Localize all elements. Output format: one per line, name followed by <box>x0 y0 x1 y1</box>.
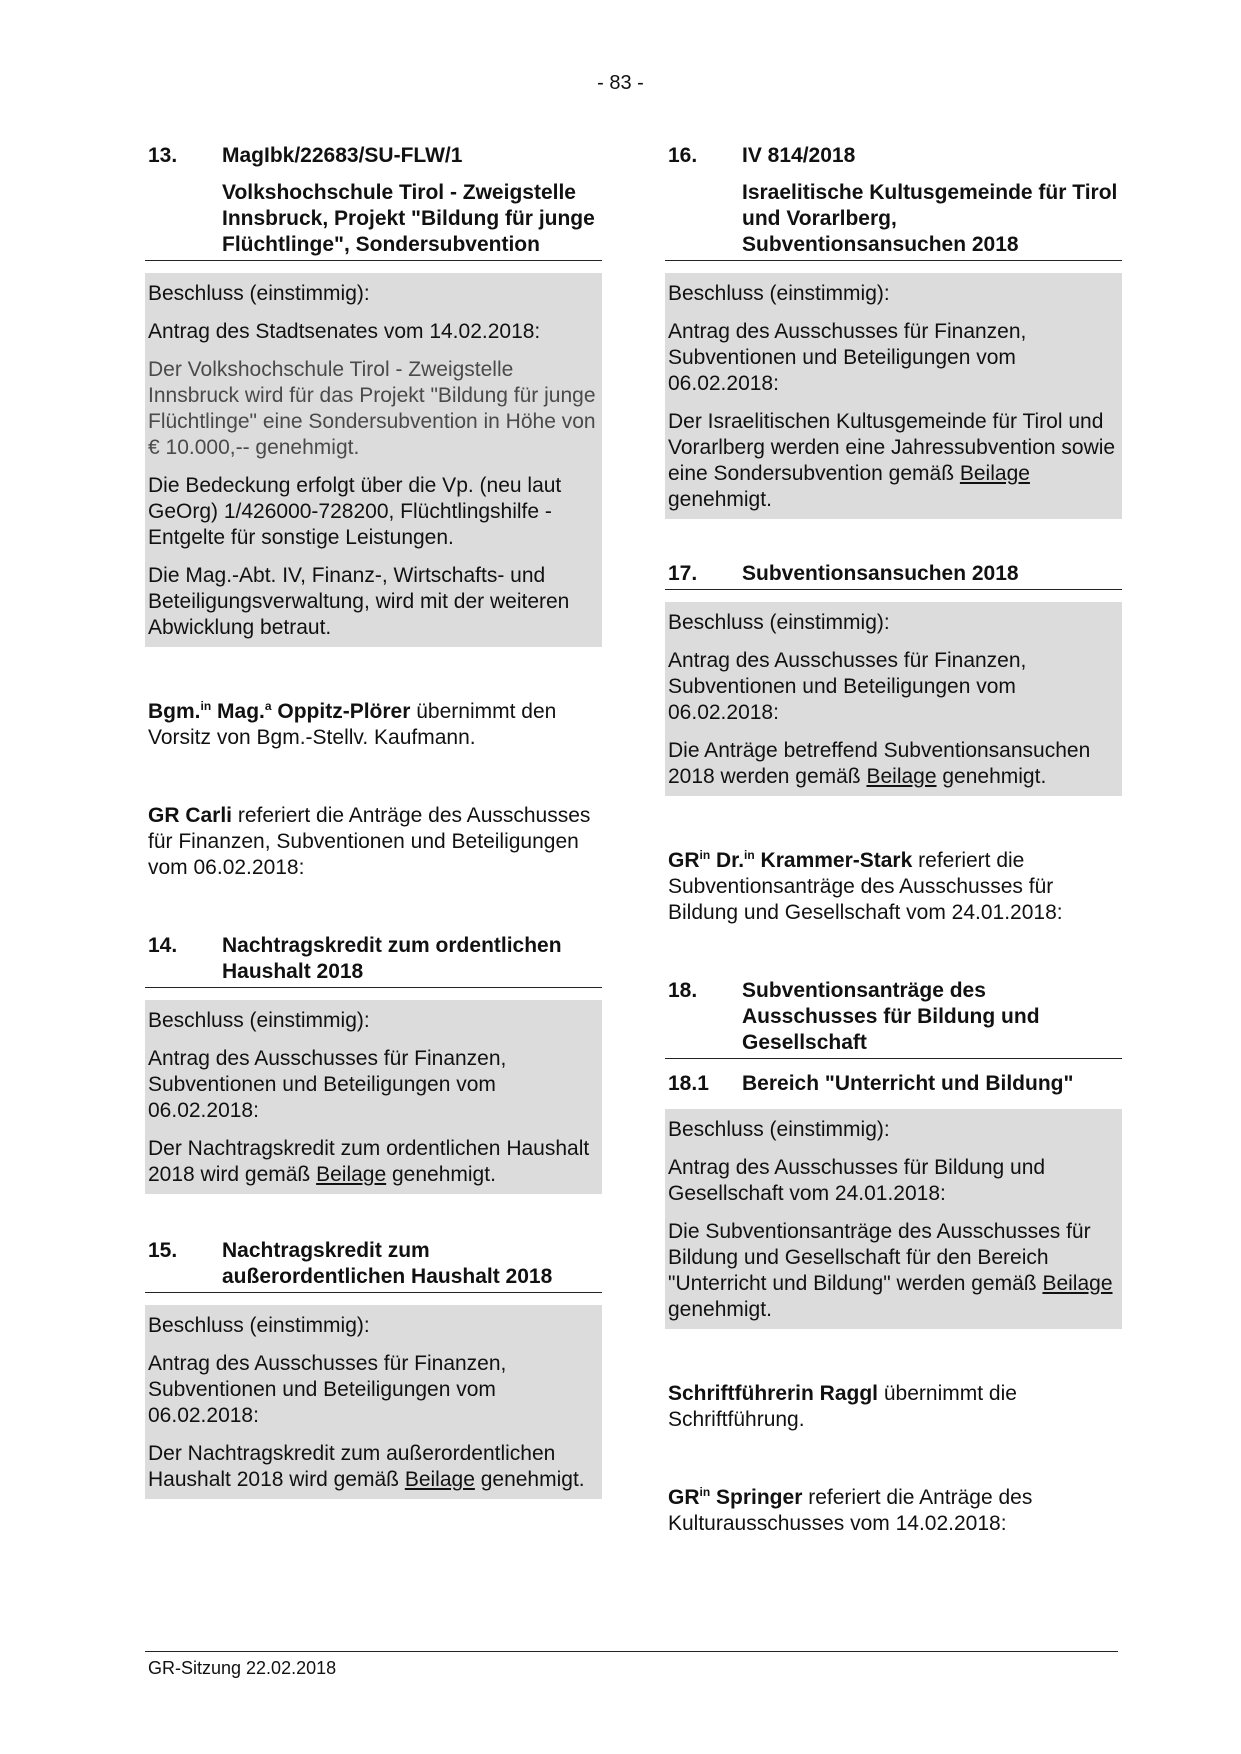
resolution-label: Beschluss (einstimmig): <box>668 282 890 305</box>
motion-source: Antrag des Ausschusses für Finanzen, Subventionen und Beteiligungen vom 06.02.2018: <box>668 320 1027 395</box>
motion-source: Antrag des Ausschusses für Bildung und Gesellschaft vom 24.01.2018: <box>668 1156 1046 1205</box>
item-code: IV 814/2018 <box>742 144 856 167</box>
item-title: Subventionsansuchen 2018 <box>742 562 1019 585</box>
resolution-label: Beschluss (einstimmig): <box>148 1314 370 1337</box>
item-title: Nachtragskredit zum ordentlichen Haushalt 2018 <box>222 934 562 983</box>
agenda-item-14 <box>145 933 602 1194</box>
motion-source: Antrag des Ausschusses für Finanzen, Subventionen und Beteiligungen vom 06.02.2018: <box>148 1352 507 1427</box>
item-number: 14. <box>148 934 178 957</box>
item-title: Volkshochschule Tirol - Zweigstelle Innsbruck, Projekt "Bildung für junge Flüchtlinge", Sondersubvention <box>145 180 602 261</box>
attachment-link[interactable]: Beilage <box>404 1468 475 1491</box>
page-number: - 83 - <box>597 72 644 94</box>
item-heading <box>145 933 602 988</box>
item-heading <box>665 978 1122 1059</box>
agenda-item-16 <box>665 143 1122 519</box>
resolution-label: Beschluss (einstimmig): <box>668 1118 890 1141</box>
item-title: Israelitische Kultusgemeinde für Tirol und Vorarlberg, Subventionsansuchen 2018 <box>665 180 1122 261</box>
subitem-title: Bereich "Unterricht und Bildung" <box>742 1072 1074 1095</box>
subitem-number: 18.1 <box>668 1072 709 1095</box>
subitem-heading <box>665 1071 1122 1097</box>
resolution-box <box>145 273 602 647</box>
item-number: 16. <box>668 144 698 167</box>
rapporteur-note: $GR^{in}$ Springer referiert die Anträge des Kulturausschusses vom 14.02.2018: <box>668 1485 1033 1535</box>
rapporteur-note: $GR^{in}$ Dr.$^{in}$ Krammer-Stark referiert die Subventionsanträge des Ausschusses für Bildung und Gesellschaft vom 24.01.2018: <box>668 848 1063 924</box>
item-heading <box>145 143 602 169</box>
motion-source: Antrag des Ausschusses für Finanzen, Subventionen und Beteiligungen vom 06.02.2018: <box>668 649 1027 724</box>
item-title: Nachtragskredit zum außerordentlichen Haushalt 2018 <box>222 1239 553 1288</box>
resolution-label: Beschluss (einstimmig): <box>668 611 890 634</box>
resolution-text: Die Mag.-Abt. IV, Finanz-, Wirtschafts- und Beteiligungsverwaltung, wird mit der weiteren Abwicklung betraut. <box>148 564 570 639</box>
chair-note: Bgm.$^{in}$ Mag.$^a$ Oppitz-Plörer übernimmt den Vorsitz von Bgm.-Stellv. Kaufmann. <box>148 699 557 749</box>
attachment-link[interactable]: Beilage <box>316 1163 387 1186</box>
resolution-box <box>145 1305 602 1499</box>
agenda-item-15 <box>145 1238 602 1499</box>
right-column <box>665 143 1122 1537</box>
motion-source: Antrag des Ausschusses für Finanzen, Subventionen und Beteiligungen vom 06.02.2018: <box>148 1047 507 1122</box>
footer-text: GR-Sitzung 22.02.2018 <box>148 1658 337 1678</box>
resolution-text: Die Bedeckung erfolgt über die Vp. (neu laut GeOrg) 1/426000-728200, Flüchtlingshilfe -Entgelte für sonstige Leistungen. <box>148 474 562 549</box>
resolution-text: Der Nachtragskredit zum ordentlichen Haushalt 2018 wird gemäß Beilage genehmigt. <box>148 1137 590 1186</box>
agenda-item-18 <box>665 978 1122 1329</box>
resolution-box <box>665 273 1122 519</box>
left-column <box>145 143 602 1499</box>
resolution-text: Der Nachtragskredit zum außerordentlichen Haushalt 2018 wird gemäß Beilage genehmigt. <box>148 1442 585 1491</box>
resolution-label: Beschluss (einstimmig): <box>148 282 370 305</box>
resolution-box <box>145 1000 602 1194</box>
resolution-text: Die Anträge betreffend Subventionsansuchen 2018 werden gemäß Beilage genehmigt. <box>668 739 1091 788</box>
resolution-text: Die Subventionsanträge des Ausschusses für Bildung und Gesellschaft für den Bereich "Unterricht und Bildung" werden gemäß Beilage genehmigt. <box>668 1220 1113 1321</box>
item-number: 18. <box>668 979 698 1002</box>
resolution-text: Der Volkshochschule Tirol - Zweigstelle Innsbruck wird für das Projekt "Bildung für junge Flüchtlinge" eine Sondersubvention in Höhe von € 10.000,-- genehmigt. <box>148 358 596 459</box>
secretary-note: Schriftführerin Raggl übernimmt die Schriftführung. <box>668 1382 1017 1431</box>
attachment-link[interactable]: Beilage <box>959 462 1030 485</box>
agenda-item-13 <box>145 143 602 647</box>
item-title: Subventionsanträge des Ausschusses für Bildung und Gesellschaft <box>742 979 1040 1054</box>
resolution-box <box>665 602 1122 796</box>
item-heading <box>665 143 1122 169</box>
resolution-text: Der Israelitischen Kultusgemeinde für Tirol und Vorarlberg werden eine Jahressubvention sowie eine Sondersubvention gemäß Beilage genehmigt. <box>668 410 1116 511</box>
attachment-link[interactable]: Beilage <box>1042 1272 1113 1295</box>
rapporteur-note: GR Carli referiert die Anträge des Ausschusses für Finanzen, Subventionen und Beteiligungen vom 06.02.2018: <box>148 804 591 879</box>
item-number: 15. <box>148 1239 178 1262</box>
resolution-box <box>665 1109 1122 1329</box>
agenda-item-17 <box>665 561 1122 796</box>
item-heading <box>665 561 1122 590</box>
attachment-link[interactable]: Beilage <box>866 765 937 788</box>
motion-source: Antrag des Stadtsenates vom 14.02.2018: <box>148 320 541 343</box>
item-number: 13. <box>148 144 178 167</box>
item-code: MagIbk/22683/SU-FLW/1 <box>222 144 463 167</box>
item-number: 17. <box>668 562 698 585</box>
item-heading <box>145 1238 602 1293</box>
footer-divider <box>145 1651 1118 1652</box>
resolution-label: Beschluss (einstimmig): <box>148 1009 370 1032</box>
